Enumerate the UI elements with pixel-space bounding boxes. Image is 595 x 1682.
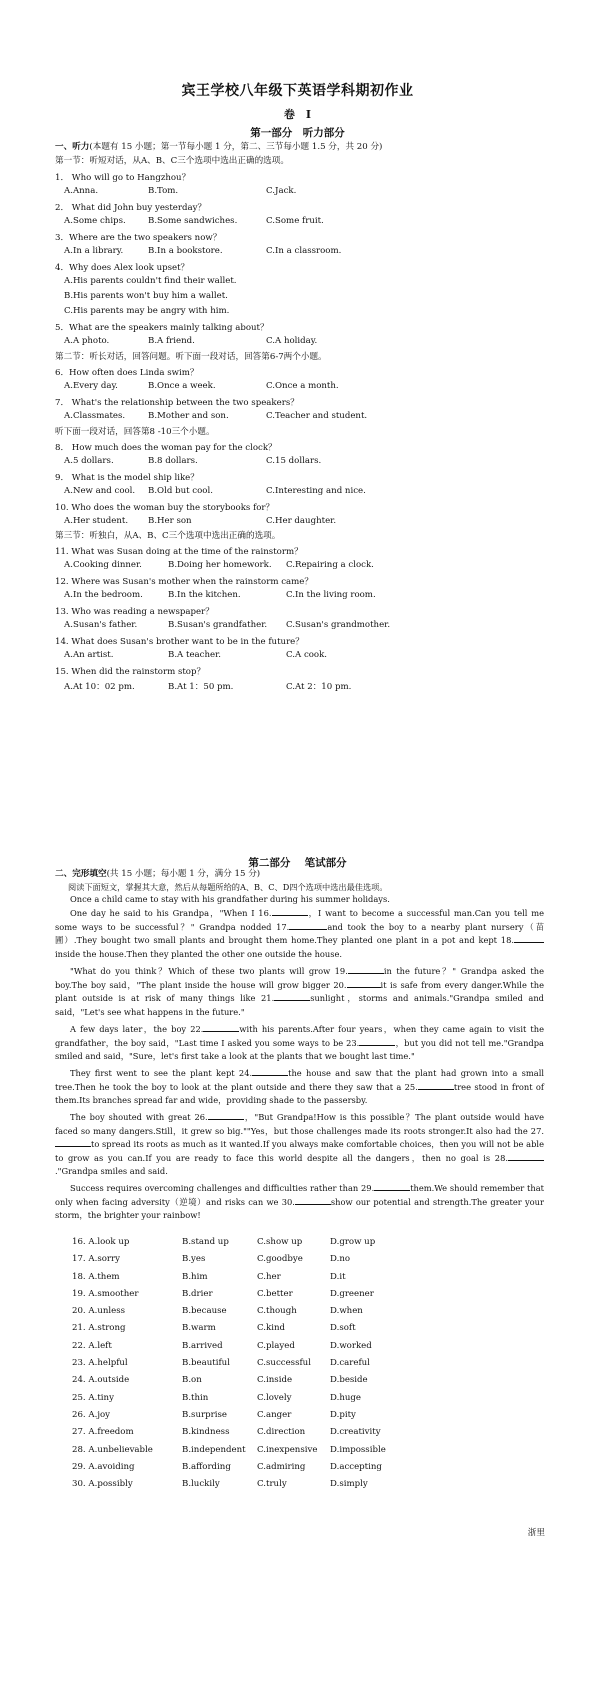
option-b[interactable]: B.His parents won't buy him a wallet. <box>64 291 228 301</box>
option-a[interactable]: A.His parents couldn't find their wallet. <box>64 276 237 286</box>
text-run: show our potential and strength.The greater your storm，the brighter your rainbow! <box>55 1196 544 1221</box>
choice-option[interactable]: 26. A.joy <box>72 1409 111 1420</box>
listening-section-heading <box>55 142 382 153</box>
choice-option[interactable]: C.played <box>257 1340 295 1351</box>
listening-question-9: 9． What is the model ship like？ <box>55 473 199 483</box>
part2-heading: 第二部分 笔试部分 <box>248 857 347 869</box>
choice-option[interactable]: C.truly <box>257 1479 287 1490</box>
cloze-paragraph-1: Once a child came to stay with his grandfather during his summer holidays. <box>70 894 390 904</box>
text-run: One day he said to his Grandpa，"When I 16. <box>70 908 272 918</box>
text-run: ，but you did not tell me."Grandpa smiled and said，"Sure，let's first take a look at the plants that we bought last time." <box>55 1037 544 1062</box>
blank-20 <box>347 979 381 988</box>
blank-29 <box>374 1182 410 1191</box>
listening-question-15: 15. When did the rainstorm stop？ <box>55 667 206 677</box>
text-run: A few days later，the boy 22. <box>70 1024 204 1034</box>
choice-option[interactable]: 28. A.unbelievable <box>72 1444 153 1455</box>
listening-question-4: 4．Why does Alex look upset？ <box>55 263 190 273</box>
cloze-paragraph-6 <box>55 1111 544 1179</box>
cloze-paragraph-3 <box>55 965 544 1019</box>
option-c[interactable]: C.A holiday. <box>266 336 318 346</box>
listening-question-3: 3．Where are the two speakers now？ <box>55 233 222 243</box>
choice-option[interactable]: C.though <box>257 1306 297 1317</box>
choice-option[interactable]: B.surprise <box>182 1409 227 1420</box>
option-c[interactable]: C.15 dollars. <box>266 456 322 466</box>
choice-option[interactable]: D.worked <box>330 1340 372 1351</box>
choice-option[interactable]: B.thin <box>182 1392 209 1403</box>
choice-option[interactable]: B.affording <box>182 1461 231 1472</box>
listening-question-11: 11. What was Susan doing at the time of the rainstorm？ <box>55 547 303 557</box>
option-b[interactable]: B.Susan's grandfather. <box>168 620 268 630</box>
choice-option[interactable]: 16. A.look up <box>72 1237 130 1247</box>
option-b[interactable]: B.In a bookstore. <box>148 246 223 256</box>
choice-option[interactable]: D.simply <box>330 1479 368 1490</box>
option-b[interactable]: B.A teacher. <box>168 650 221 660</box>
listening-question-13: 13. Who was reading a newspaper？ <box>55 607 214 617</box>
blank-27 <box>55 1138 91 1147</box>
text-run: ，I want to become a successful man.Can you tell me some ways to be successful？" Grandpa nodded 17. <box>55 908 544 932</box>
choice-option[interactable]: 25. A.tiny <box>72 1392 114 1403</box>
choice-option[interactable]: D.when <box>330 1306 363 1317</box>
choice-option[interactable]: C.direction <box>257 1427 306 1438</box>
blank-24 <box>252 1067 288 1076</box>
choice-option[interactable]: B.yes <box>182 1254 206 1265</box>
text-run: and took the boy to a nearby plant nursery（苗圃）.They bought two small plants and brought them home.They planted one plant in a pot and kept 18. <box>55 921 545 946</box>
listening-sec2b-instruction: 听下面一段对话，回答第8 -10三个小题。 <box>55 427 215 437</box>
option-a[interactable]: A.At 10：02 pm. <box>64 682 135 692</box>
choice-option[interactable]: 19. A.smoother <box>72 1288 139 1299</box>
text-run: to spread its roots as much as it wanted.If you always make comfortable choices，then you will not be able to grow as you can.If you are ready to face this world despite all the dangers，then no goal is 28. <box>55 1139 544 1163</box>
listening-question-1: 1． Who will go to Hangzhou？ <box>55 173 191 183</box>
choice-option[interactable]: D.accepting <box>330 1461 382 1472</box>
choice-option[interactable]: 27. A.freedom <box>72 1427 134 1438</box>
text-run: tree stood in front of them.Its branches spread far and wide，providing shade to the passersby. <box>55 1081 545 1106</box>
choice-option[interactable]: B.warm <box>182 1323 216 1334</box>
option-b[interactable]: B.Mother and son. <box>148 411 229 421</box>
text-run: with his parents.After four years，when they came again to visit the grandfather，the boy said，"Last time I asked you some ways to be 23. <box>55 1024 544 1048</box>
option-a[interactable]: A.New and cool. <box>64 486 136 496</box>
footer-mark: 浙里 <box>527 1528 545 1538</box>
option-b[interactable]: B.Once a week. <box>148 381 216 391</box>
option-b[interactable]: B.8 dollars. <box>148 456 198 466</box>
choice-option[interactable]: D.pity <box>330 1409 356 1420</box>
part1-heading: 第一部分 听力部分 <box>250 127 345 139</box>
listening-question-8: 8． How much does the woman pay for the clock？ <box>55 443 277 453</box>
listening-sec3-instruction: 第三节：听独白，从A、B、C三个选项中选出正确的选项。 <box>55 531 281 541</box>
choice-option[interactable]: C.better <box>257 1288 293 1299</box>
option-b[interactable]: B.At 1：50 pm. <box>168 682 234 692</box>
text-run: in the future？" Grandpa asked the boy.The boy said，"The plant inside the house will grow bigger 20. <box>55 966 544 990</box>
listening-question-12: 12. Where was Susan's mother when the rainstorm came？ <box>55 577 313 587</box>
option-a[interactable]: A.Some chips. <box>64 216 126 226</box>
blank-17 <box>289 921 327 930</box>
option-c[interactable]: C.Some fruit. <box>266 216 324 226</box>
blank-26 <box>208 1111 244 1120</box>
option-c[interactable]: C.In the living room. <box>286 590 376 600</box>
option-c[interactable]: C.Once a month. <box>266 381 339 391</box>
choice-option[interactable]: C.show up <box>257 1237 303 1247</box>
option-a[interactable]: A.Every day. <box>64 381 118 391</box>
option-c[interactable]: C.Teacher and student. <box>266 411 368 421</box>
choice-option[interactable]: D.careful <box>330 1358 370 1369</box>
option-a[interactable]: A.Cooking dinner. <box>64 560 142 570</box>
option-a[interactable]: A.An artist. <box>64 650 114 660</box>
cloze-paragraph-2 <box>55 907 544 961</box>
cloze-section-heading <box>55 869 260 880</box>
option-c[interactable]: C.Jack. <box>266 186 297 196</box>
option-b[interactable]: B.A friend. <box>148 336 195 346</box>
option-b[interactable]: B.In the kitchen. <box>168 590 241 600</box>
choice-option[interactable]: 21. A.strong <box>72 1323 126 1334</box>
cloze-paragraph-5 <box>55 1067 544 1108</box>
listening-sec1-instruction: 第一节：听短对话，从A、B、C三个选项中选出正确的选项。 <box>55 156 289 166</box>
option-a[interactable]: A.Susan's father. <box>64 620 138 630</box>
option-c[interactable]: C.Her daughter. <box>266 516 337 526</box>
text-run: "What do you think？Which of these two plants will grow 19. <box>70 966 348 976</box>
option-c[interactable]: C.A cook. <box>286 650 328 660</box>
option-c[interactable]: C.Interesting and nice. <box>266 486 366 496</box>
listening-question-7: 7． What's the relationship between the two speakers？ <box>55 398 299 408</box>
option-c[interactable]: C.In a classroom. <box>266 246 342 256</box>
choice-option[interactable]: D.greener <box>330 1288 374 1299</box>
choice-option[interactable]: B.because <box>182 1306 227 1317</box>
choice-option[interactable]: C.admiring <box>257 1461 306 1472</box>
cloze-instruction: 阅读下面短文，掌握其大意，然后从每题所给的A、B、C、D四个选项中选出最佳选项。 <box>68 882 388 892</box>
option-a[interactable]: A.Classmates. <box>64 411 126 421</box>
option-c[interactable]: C.At 2：10 pm. <box>286 682 352 692</box>
option-c[interactable]: C.His parents may be angry with him. <box>64 306 230 316</box>
page-title: 宾王学校八年级下英语学科期初作业 <box>181 83 414 99</box>
option-b[interactable]: B.Doing her homework. <box>168 560 272 570</box>
choice-option[interactable]: D.soft <box>330 1323 356 1334</box>
blank-16 <box>272 907 308 916</box>
blank-21 <box>274 992 310 1001</box>
blank-25 <box>418 1081 454 1090</box>
option-b[interactable]: B.Her son <box>148 516 192 526</box>
listening-question-6: 6．How often does Linda swim？ <box>55 368 199 378</box>
choice-option[interactable]: B.drier <box>182 1288 213 1299</box>
listening-question-10: 10. Who does the woman buy the storybooks for？ <box>55 503 275 513</box>
option-b[interactable]: B.Some sandwiches. <box>148 216 238 226</box>
choice-option[interactable]: B.stand up <box>182 1237 229 1247</box>
choice-option[interactable]: C.successful <box>257 1358 311 1369</box>
listening-section-label: 一、听力 <box>55 142 90 152</box>
option-b[interactable]: B.Old but cool. <box>148 486 213 496</box>
choice-option[interactable]: C.inside <box>257 1375 293 1386</box>
choice-option[interactable]: D.huge <box>330 1392 361 1403</box>
choice-option[interactable]: B.arrived <box>182 1340 223 1351</box>
text-run: it is safe from every danger.While the plant outside is at risk of many things like 21. <box>55 979 544 1004</box>
choice-option[interactable]: 18. A.them <box>72 1271 120 1282</box>
option-a[interactable]: A.Her student. <box>64 516 129 526</box>
choice-option[interactable]: B.luckily <box>182 1479 220 1490</box>
option-a[interactable]: A.A photo. <box>64 336 110 346</box>
choice-option[interactable]: C.lovely <box>257 1392 292 1403</box>
choice-option[interactable]: B.on <box>182 1375 202 1386</box>
text-run: ，"But Grandpa!How is this possible？The plant outside would have faced so many dangers.Still，it grew so big.""Yes，but those challenges made its roots stronger.It also had the 27. <box>55 1112 544 1136</box>
blank-23 <box>359 1037 395 1046</box>
listening-question-5: 5．What are the speakers mainly talking about？ <box>55 323 269 333</box>
choice-option[interactable]: D.creativity <box>330 1427 381 1438</box>
choice-option[interactable]: D.no <box>330 1254 351 1265</box>
choice-option[interactable]: 30. A.possibly <box>72 1479 133 1490</box>
option-a[interactable]: A.In a library. <box>64 246 124 256</box>
option-a[interactable]: A.5 dollars. <box>64 456 114 466</box>
text-run: sunlight，storms and animals."Grandpa smiled and said，"Let's see what happens in the future." <box>55 993 544 1017</box>
cloze-section-label: 二、完形填空 <box>55 869 107 879</box>
cloze-paragraph-7 <box>55 1182 544 1223</box>
listening-question-14: 14. What does Susan's brother want to be in the future？ <box>55 637 304 647</box>
choice-option[interactable]: 24. A.outside <box>72 1375 130 1386</box>
listening-section-note: (本题有 15 小题；第一节每小题 1 分，第二、三节每小题 1.5 分，共 20 分) <box>89 142 383 152</box>
choice-option[interactable]: C.kind <box>257 1323 285 1334</box>
cloze-section-note: (共 15 小题；每小题 1 分，满分 15 分) <box>106 869 261 879</box>
choice-option[interactable]: B.him <box>182 1271 208 1282</box>
choice-option[interactable]: B.beautiful <box>182 1358 230 1369</box>
text-run: ."Grandpa smiles and said. <box>55 1166 168 1177</box>
option-c[interactable]: C.Susan's grandmother. <box>286 620 391 630</box>
text-run: They first went to see the plant kept 24. <box>70 1068 253 1078</box>
blank-28 <box>508 1152 544 1161</box>
choice-option[interactable]: B.kindness <box>182 1427 230 1438</box>
choice-option[interactable]: D.impossible <box>330 1444 386 1455</box>
blank-19 <box>348 965 384 974</box>
listening-question-2: 2． What did John buy yesterday？ <box>55 203 207 213</box>
option-c[interactable]: C.Repairing a clock. <box>286 560 374 570</box>
choice-option[interactable]: C.inexpensive <box>257 1444 318 1455</box>
choice-option[interactable]: B.independent <box>182 1444 246 1455</box>
choice-option[interactable]: 22. A.left <box>72 1340 112 1351</box>
text-run: them.We should remember that only when facing adversity（逆境）and risks can we 30. <box>55 1183 544 1207</box>
blank-30 <box>295 1196 331 1205</box>
choice-option[interactable]: 20. A.unless <box>72 1306 126 1317</box>
choice-option[interactable]: D.it <box>330 1271 346 1282</box>
choice-option[interactable]: 23. A.helpful <box>72 1358 128 1369</box>
choice-option[interactable]: D.beside <box>330 1375 368 1386</box>
choice-option[interactable]: 29. A.avoiding <box>72 1461 135 1472</box>
text-run: The boy shouted with great 26. <box>70 1112 208 1122</box>
option-a[interactable]: A.Anna. <box>64 186 99 196</box>
text-run: Success requires overcoming challenges and difficulties rather than 29. <box>70 1183 375 1193</box>
blank-22 <box>203 1023 239 1032</box>
option-a[interactable]: A.In the bedroom. <box>64 590 143 600</box>
cloze-paragraph-4 <box>55 1023 544 1064</box>
choice-option[interactable]: C.her <box>257 1271 281 1282</box>
text-run: the house and saw that the plant had grown into a small tree.Then he took the boy to look at the plant outside and there they saw that a 25. <box>55 1068 545 1092</box>
listening-sec2-instruction: 第二节：听长对话，回答问题。听下面一段对话，回答第6-7两个小题。 <box>55 352 327 362</box>
option-b[interactable]: B.Tom. <box>148 186 179 196</box>
choice-option[interactable]: C.anger <box>257 1409 292 1420</box>
choice-option[interactable]: D.grow up <box>330 1237 376 1247</box>
volume-label: 卷 I <box>283 108 312 121</box>
text-run: inside the house.Then they planted the other one outside the house. <box>55 948 343 959</box>
blank-18 <box>514 934 544 943</box>
choice-option[interactable]: 17. A.sorry <box>72 1254 120 1265</box>
choice-option[interactable]: C.goodbye <box>257 1254 303 1265</box>
